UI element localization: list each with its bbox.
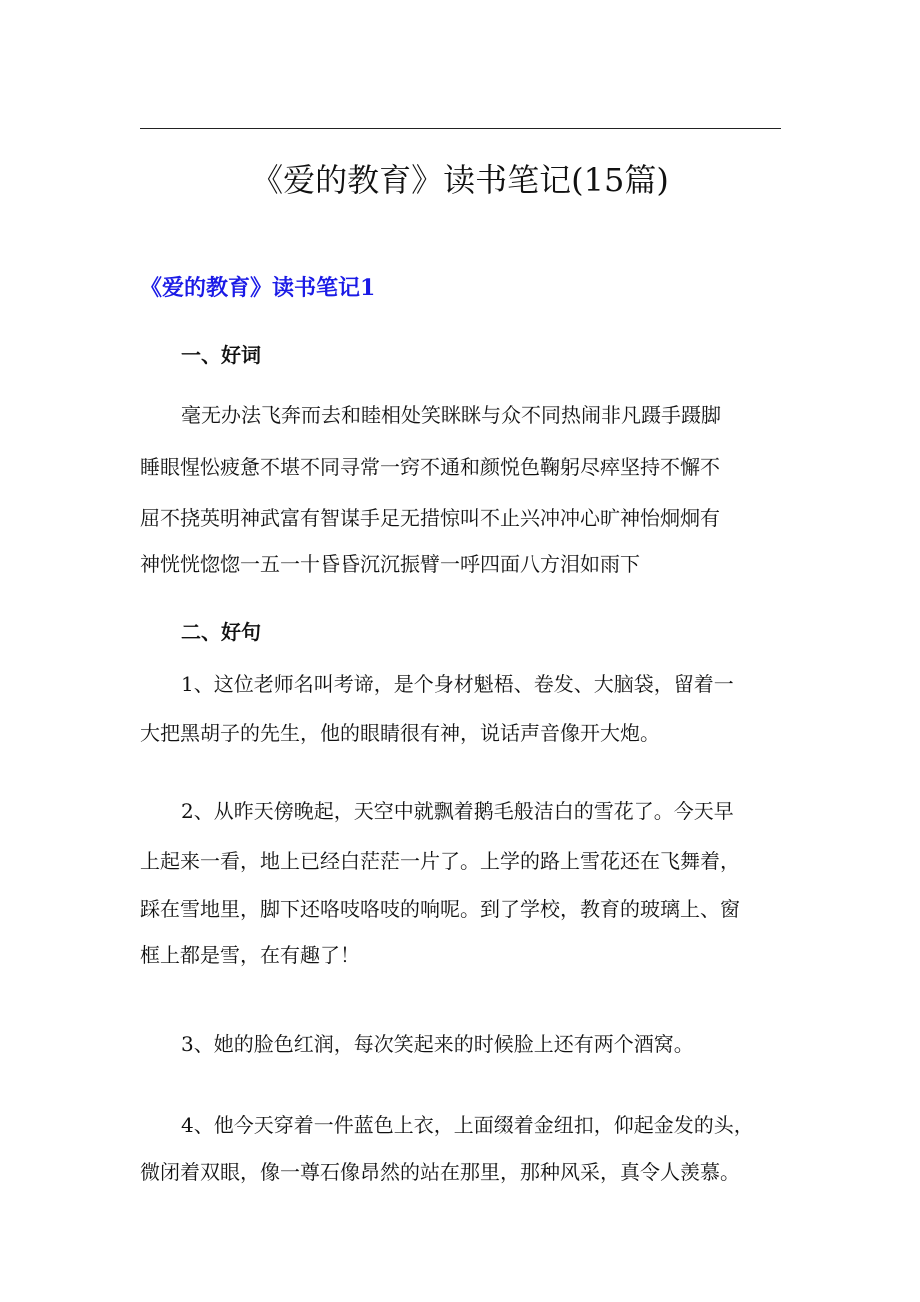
sentence-line: 框上都是雪，在有趣了！ <box>140 943 360 967</box>
vocab-line: 睡眼惺忪疲惫不堪不同寻常一窍不通和颜悦色鞠躬尽瘁坚持不懈不 <box>140 455 720 479</box>
vocab-line: 屈不挠英明神武富有智谋手足无措惊叫不止兴冲冲心旷神怡炯炯有 <box>140 506 720 530</box>
sentence-line: 4、他今天穿着一件蓝色上衣，上面缀着金纽扣，仰起金发的头， <box>181 1113 754 1137</box>
document-title: 《爱的教育》读书笔记(15篇) <box>251 161 669 199</box>
vocab-line: 毫无办法飞奔而去和睦相处笑眯眯与众不同热闹非凡蹑手蹑脚 <box>181 403 721 427</box>
sentence-line: 2、从昨天傍晚起，天空中就飘着鹅毛般洁白的雪花了。今天早 <box>181 799 734 823</box>
header-divider <box>140 128 781 129</box>
sentence-line: 微闭着双眼，像一尊石像昂然的站在那里，那种风采，真令人羡慕。 <box>140 1160 740 1184</box>
section-heading: 《爱的教育》读书笔记1 <box>140 275 376 301</box>
vocab-heading: 一、好词 <box>181 343 261 367</box>
vocab-line: 神恍恍惚惚一五一十昏昏沉沉振臂一呼四面八方泪如雨下 <box>140 552 640 576</box>
sentence-line: 3、她的脸色红润，每次笑起来的时候脸上还有两个酒窝。 <box>181 1032 694 1056</box>
sentences-heading: 二、好句 <box>181 620 261 644</box>
sentence-line: 1、这位老师名叫考谛，是个身材魁梧、卷发、大脑袋，留着一 <box>181 672 734 696</box>
sentence-line: 大把黑胡子的先生，他的眼睛很有神，说话声音像开大炮。 <box>140 721 660 745</box>
sentence-line: 上起来一看，地上已经白茫茫一片了。上学的路上雪花还在飞舞着， <box>140 849 740 873</box>
sentence-line: 踩在雪地里，脚下还咯吱咯吱的响呢。到了学校，教育的玻璃上、窗 <box>140 897 740 921</box>
